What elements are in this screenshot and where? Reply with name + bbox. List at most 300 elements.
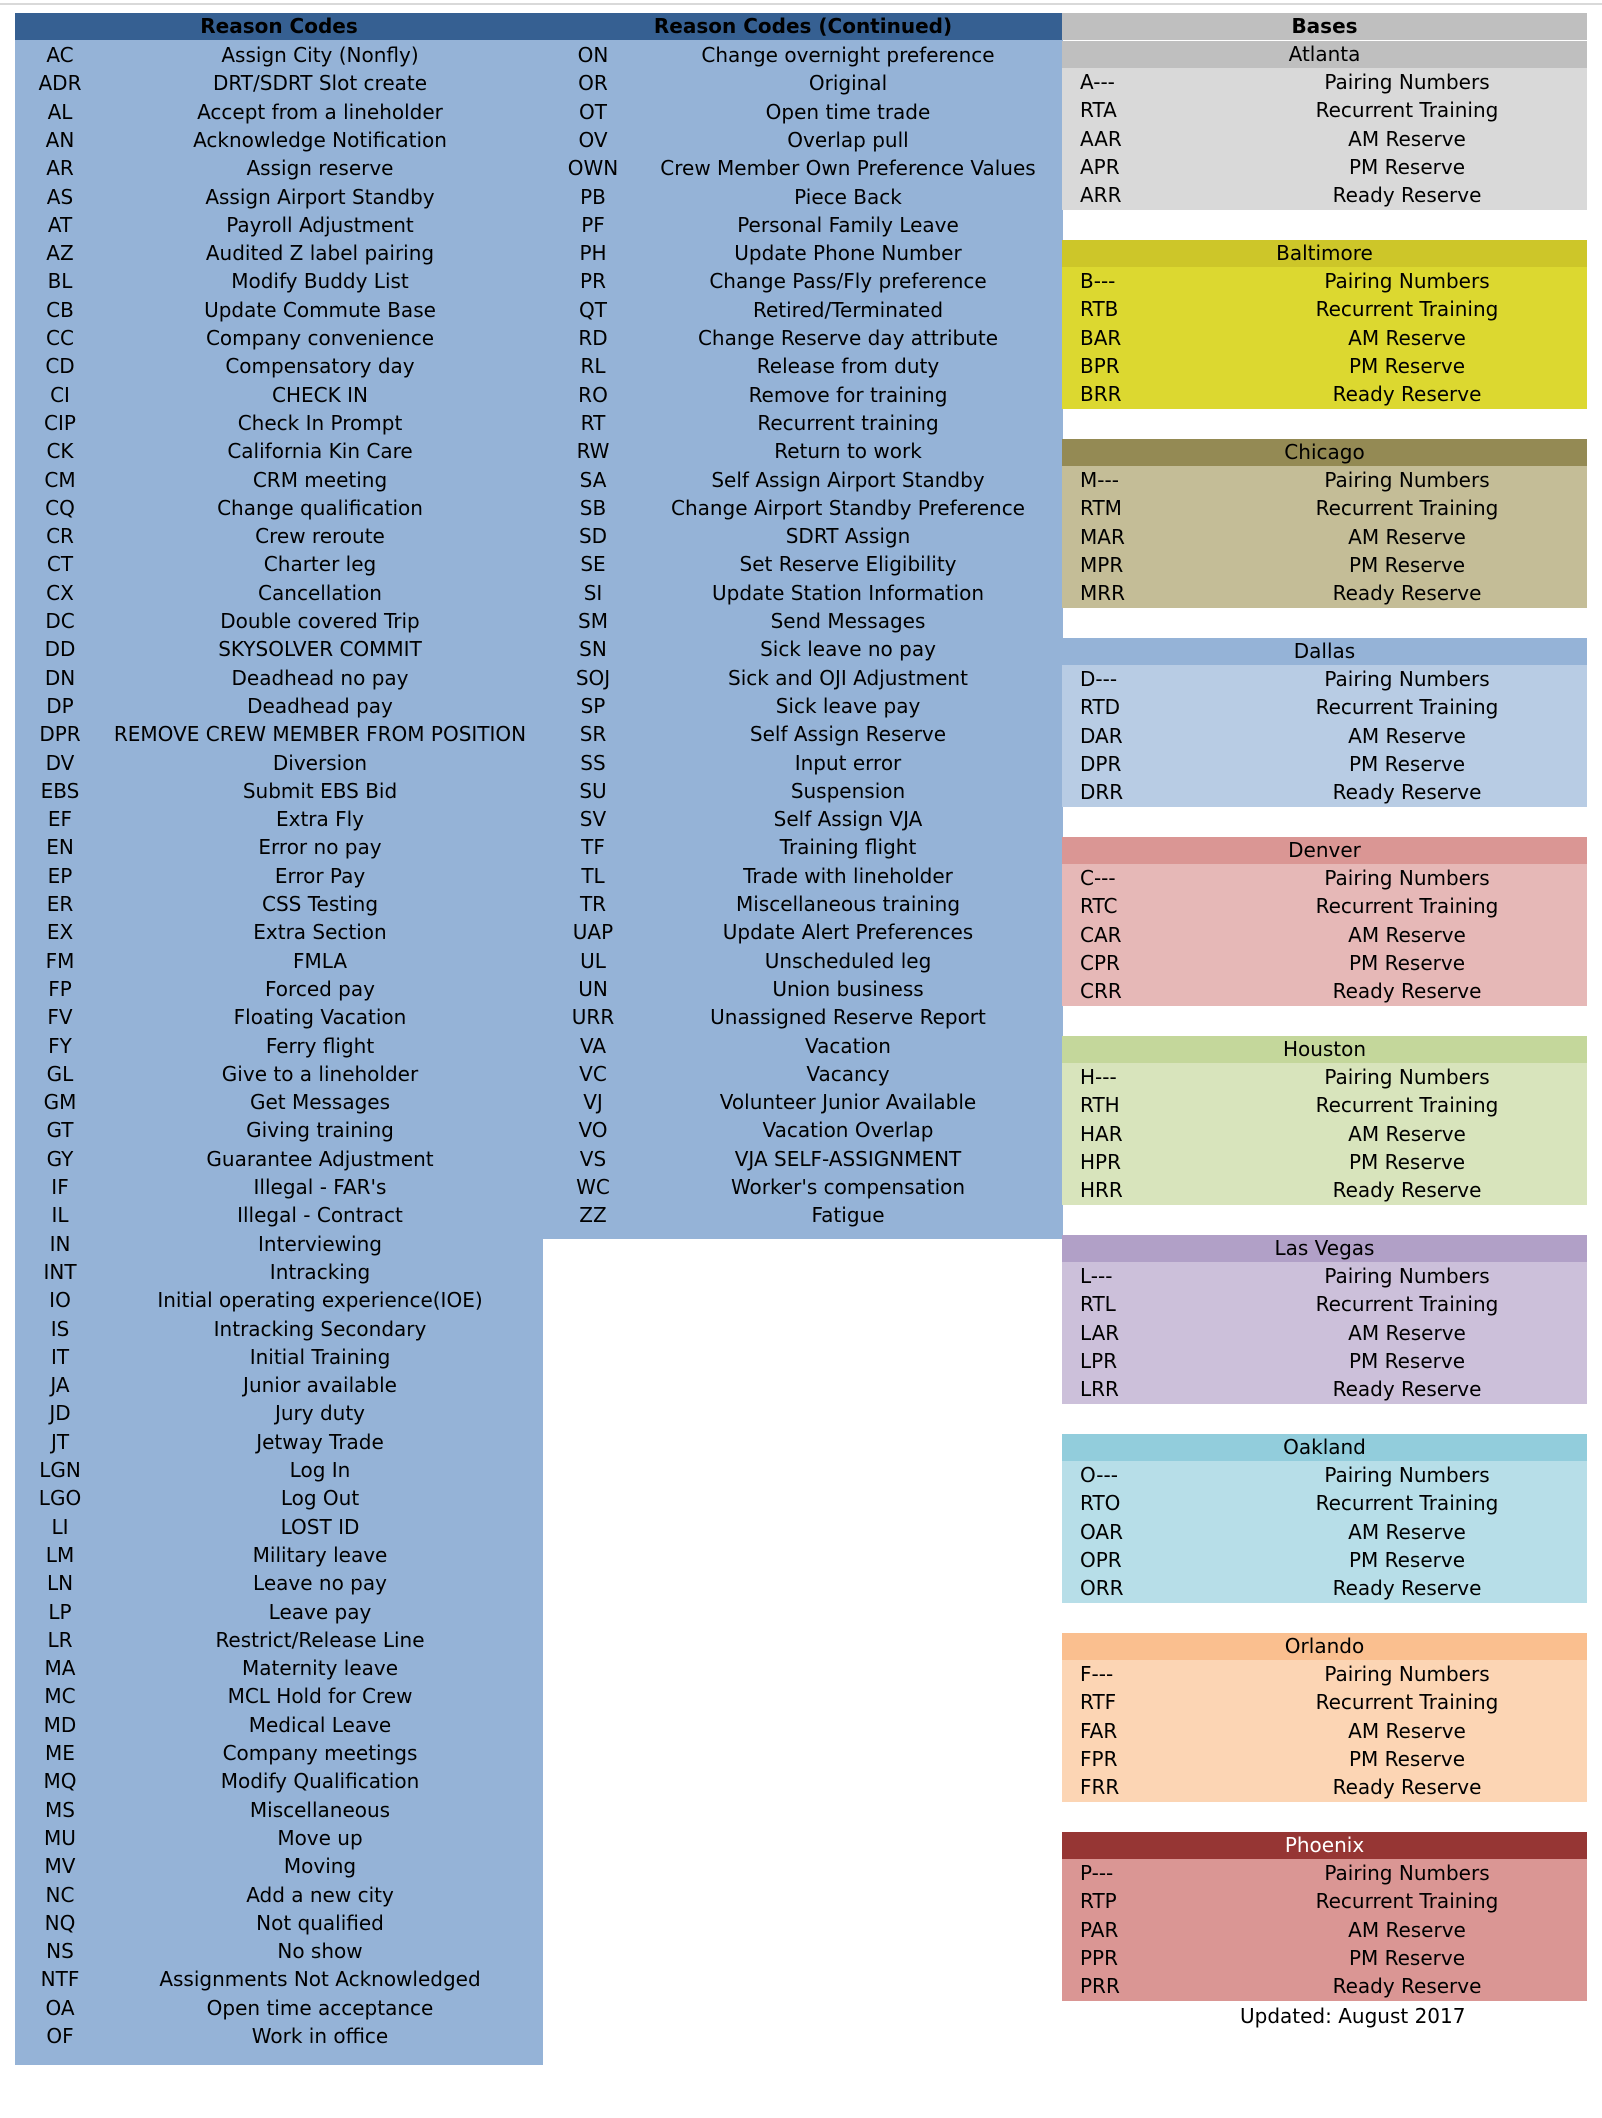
reason-code-continued-row: [543, 381, 1053, 409]
reason-code-continued-description: Fatigue: [811, 1203, 885, 1228]
reason-code-row: [15, 211, 535, 239]
base-row: [1062, 380, 1587, 408]
reason-code-continued-code: RL: [580, 354, 606, 379]
reason-code-continued-description: Original: [808, 71, 888, 96]
reason-code-code: FY: [48, 1033, 72, 1058]
reason-code-description: Giving training: [246, 1118, 394, 1143]
base-block: [1062, 638, 1587, 807]
base-code: DRR: [1080, 780, 1124, 805]
base-code: OPR: [1080, 1547, 1122, 1572]
base-description: AM Reserve: [1348, 1519, 1466, 1544]
reason-code-code: CD: [45, 354, 75, 379]
reason-code-continued-code: URR: [571, 1005, 615, 1030]
reason-code-continued-description: Sick leave no pay: [760, 637, 936, 662]
reason-code-code: CX: [46, 580, 74, 605]
reason-code-row: [15, 1456, 535, 1484]
reason-code-row: [15, 41, 535, 69]
reason-code-continued-code: PB: [580, 184, 606, 209]
reason-code-row: [15, 1201, 535, 1229]
reason-code-continued-description: Change overnight preference: [701, 43, 995, 67]
reason-code-row: [15, 324, 535, 352]
reason-code-row: [15, 664, 535, 692]
reason-code-code: CT: [46, 552, 74, 577]
base-code: RTP: [1080, 1889, 1117, 1914]
reason-code-continued-description: Sick and OJI Adjustment: [728, 665, 968, 690]
reason-code-continued-row: [543, 352, 1053, 380]
base-code: FRR: [1080, 1775, 1120, 1800]
reason-code-row: [15, 1145, 535, 1173]
reason-code-continued-row: [543, 154, 1053, 182]
reason-code-continued-code: SP: [580, 693, 606, 718]
reason-code-description: Assign reserve: [246, 156, 394, 181]
base-code: APR: [1080, 154, 1120, 179]
reason-code-description: Audited Z label pairing: [205, 241, 435, 266]
base-code: BRR: [1080, 382, 1122, 407]
base-block: [1062, 1832, 1587, 2001]
reason-code-description: Modify Buddy List: [231, 269, 409, 294]
reason-code-continued-code: PH: [579, 241, 607, 266]
reason-code-description: Error no pay: [258, 835, 382, 860]
reason-code-description: FMLA: [292, 948, 348, 973]
base-name: Houston: [1062, 1036, 1587, 1063]
reason-code-continued-row: [543, 805, 1053, 833]
reason-code-row: [15, 1965, 535, 1993]
reason-code-code: LN: [46, 1571, 74, 1596]
reason-code-description: Accept from a lineholder: [197, 99, 443, 124]
base-description: Pairing Numbers: [1324, 1264, 1490, 1288]
reason-code-description: Extra Fly: [275, 807, 365, 832]
base-name: Atlanta: [1062, 41, 1587, 68]
reason-code-row: [15, 805, 535, 833]
reason-code-row: [15, 918, 535, 946]
reason-code-code: GT: [46, 1118, 74, 1143]
base-code: L---: [1080, 1264, 1113, 1288]
reason-code-continued-description: Change Reserve day attribute: [697, 326, 999, 350]
reason-code-row: [15, 1032, 535, 1060]
base-code: FAR: [1080, 1718, 1118, 1743]
reason-code-continued-code: QT: [579, 297, 607, 322]
reason-code-row: [15, 1937, 535, 1965]
reason-code-code: EN: [46, 835, 74, 860]
reason-code-code: GM: [43, 1090, 77, 1115]
reason-code-description: Initial operating experience(IOE): [157, 1288, 483, 1313]
base-block: [1062, 1036, 1587, 1205]
reason-code-continued-description: Update Alert Preferences: [722, 920, 974, 945]
reason-code-description: California Kin Care: [227, 439, 413, 464]
base-row: [1062, 68, 1587, 96]
reason-code-continued-description: Piece Back: [794, 184, 902, 209]
base-code: MRR: [1080, 581, 1126, 606]
base-block: [1062, 1434, 1587, 1603]
reason-code-continued-row: [543, 126, 1053, 154]
reason-code-code: LP: [48, 1599, 72, 1624]
reason-code-description: Miscellaneous: [249, 1797, 391, 1822]
base-description: AM Reserve: [1348, 325, 1466, 350]
base-row: [1062, 750, 1587, 778]
reason-codes-continued-header-label: Reason Codes (Continued): [653, 14, 953, 38]
base-row: [1062, 1319, 1587, 1347]
reason-codes-header-label: Reason Codes: [200, 14, 358, 38]
reason-code-code: EX: [46, 920, 74, 945]
reason-code-row: [15, 1371, 535, 1399]
reason-code-description: Extra Section: [253, 920, 387, 945]
base-description: AM Reserve: [1348, 723, 1466, 748]
reason-code-row: [15, 1994, 535, 2022]
reason-code-continued-code: RW: [576, 439, 610, 464]
reason-code-row: [15, 183, 535, 211]
reason-code-continued-row: [543, 239, 1053, 267]
reason-code-code: CI: [50, 382, 70, 407]
reason-code-description: Moving: [283, 1854, 357, 1879]
base-code: B---: [1080, 269, 1116, 293]
reason-code-continued-row: [543, 890, 1053, 918]
updated-note: Updated: August 2017: [1240, 2004, 1466, 2028]
reason-code-continued-description: Sick leave pay: [775, 693, 921, 718]
reason-code-row: [15, 69, 535, 97]
reason-code-continued-code: SB: [579, 495, 607, 520]
reason-code-description: MCL Hold for Crew: [227, 1684, 413, 1709]
base-code: LPR: [1080, 1348, 1118, 1373]
reason-code-row: [15, 1286, 535, 1314]
reason-code-description: Company meetings: [222, 1741, 418, 1765]
reason-code-code: DV: [45, 750, 75, 775]
reason-code-code: NS: [46, 1939, 74, 1964]
reason-code-code: MC: [44, 1684, 76, 1709]
base-description: Ready Reserve: [1332, 581, 1482, 606]
base-row: [1062, 1518, 1587, 1546]
reason-code-continued-description: Volunteer Junior Available: [719, 1090, 977, 1115]
reason-code-description: REMOVE CREW MEMBER FROM POSITION: [113, 722, 527, 747]
reason-code-description: Compensatory day: [225, 354, 415, 379]
reason-codes-continued-header: [543, 13, 1063, 40]
base-description: Ready Reserve: [1332, 780, 1482, 805]
reason-code-continued-description: Suspension: [790, 778, 906, 803]
reason-code-continued-row: [543, 69, 1053, 97]
reason-code-continued-description: Worker's compensation: [730, 1175, 966, 1199]
reason-code-description: Company convenience: [205, 326, 435, 350]
reason-code-code: DP: [46, 693, 74, 718]
reason-code-continued-row: [543, 862, 1053, 890]
reason-code-code: AR: [46, 156, 74, 181]
base-code: O---: [1080, 1463, 1118, 1487]
reason-code-code: IO: [49, 1288, 71, 1313]
reason-code-row: [15, 1088, 535, 1116]
bases-header: [1062, 13, 1587, 40]
reason-code-code: MV: [44, 1854, 76, 1879]
reason-code-code: DN: [44, 665, 76, 690]
reason-code-row: [15, 352, 535, 380]
base-name: Orlando: [1062, 1633, 1587, 1660]
base-code: C---: [1080, 866, 1116, 890]
reason-code-row: [15, 1739, 535, 1767]
reason-code-code: LI: [51, 1514, 69, 1539]
base-code: RTC: [1080, 894, 1118, 919]
base-code: HRR: [1080, 1178, 1123, 1203]
base-row: [1062, 693, 1587, 721]
base-description: PM Reserve: [1348, 950, 1466, 975]
reason-code-row: [15, 975, 535, 1003]
base-description: Pairing Numbers: [1324, 1861, 1490, 1885]
base-row: [1062, 267, 1587, 295]
reason-code-row: [15, 1484, 535, 1512]
base-code: BAR: [1080, 325, 1122, 350]
reason-code-code: DC: [45, 609, 75, 633]
reason-code-row: [15, 381, 535, 409]
reason-code-description: Intracking: [269, 1259, 371, 1284]
reason-code-row: [15, 1654, 535, 1682]
reason-codes-header: [15, 13, 543, 40]
reason-code-continued-row: [543, 975, 1053, 1003]
base-row: [1062, 1859, 1587, 1887]
reason-code-continued-description: Send Messages: [770, 609, 926, 633]
reason-code-continued-code: TR: [579, 892, 607, 916]
reason-code-row: [15, 579, 535, 607]
reason-code-code: AS: [46, 184, 74, 209]
reason-code-continued-description: Recurrent training: [757, 410, 939, 435]
base-description: Recurrent Training: [1315, 1093, 1499, 1118]
reason-code-code: AZ: [46, 241, 74, 266]
reason-code-row: [15, 692, 535, 720]
base-description: AM Reserve: [1348, 1718, 1466, 1743]
base-code: PPR: [1080, 1945, 1119, 1970]
reason-code-continued-description: Change Airport Standby Preference: [670, 495, 1025, 520]
base-name: Baltimore: [1062, 240, 1587, 267]
reason-code-code: CR: [46, 524, 74, 549]
reason-code-continued-row: [543, 947, 1053, 975]
base-row: [1062, 722, 1587, 750]
base-description: Recurrent Training: [1315, 496, 1499, 521]
reason-code-description: Open time acceptance: [206, 1995, 434, 2020]
reason-code-continued-code: SD: [578, 524, 608, 549]
reason-code-row: [15, 239, 535, 267]
reason-code-row: [15, 98, 535, 126]
base-description: Ready Reserve: [1332, 382, 1482, 407]
reason-code-code: CB: [46, 297, 74, 322]
base-description: Recurrent Training: [1315, 1292, 1499, 1317]
reason-code-description: No show: [277, 1939, 363, 1964]
base-row: [1062, 1944, 1587, 1972]
reason-code-code: CQ: [45, 495, 75, 520]
base-code: F---: [1080, 1662, 1114, 1686]
reason-code-continued-description: Overlap pull: [787, 127, 909, 152]
reason-code-row: [15, 749, 535, 777]
base-description: PM Reserve: [1348, 1348, 1466, 1373]
reason-code-description: Log Out: [280, 1486, 360, 1511]
base-code: DAR: [1080, 723, 1123, 748]
reason-code-continued-code: VS: [579, 1146, 607, 1171]
reason-code-description: Ferry flight: [265, 1033, 375, 1058]
reason-code-row: [15, 1003, 535, 1031]
base-code: DPR: [1080, 751, 1122, 776]
reason-code-code: LR: [47, 1627, 73, 1652]
reason-code-continued-code: UL: [580, 948, 606, 973]
base-row: [1062, 1972, 1587, 2000]
reason-code-continued-row: [543, 1003, 1053, 1031]
reason-code-continued-row: [543, 749, 1053, 777]
reason-code-code: FV: [47, 1005, 73, 1030]
base-code: RTA: [1080, 98, 1117, 123]
reason-code-description: Add a new city: [246, 1882, 394, 1907]
reason-code-row: [15, 1682, 535, 1710]
base-description: AM Reserve: [1348, 524, 1466, 549]
base-code: RTF: [1080, 1690, 1117, 1715]
reason-code-row: [15, 1852, 535, 1880]
base-row: [1062, 523, 1587, 551]
base-row: [1062, 1489, 1587, 1517]
reason-code-row: [15, 267, 535, 295]
reason-code-continued-code: UN: [578, 976, 608, 1001]
base-row: [1062, 1120, 1587, 1148]
reason-code-code: MD: [43, 1712, 77, 1737]
base-row: [1062, 864, 1587, 892]
base-row: [1062, 181, 1587, 209]
reason-code-row: [15, 1569, 535, 1597]
reason-code-continued-description: Return to work: [774, 439, 922, 464]
reason-code-description: Update Commute Base: [204, 297, 436, 322]
reason-code-continued-row: [543, 466, 1053, 494]
reason-code-continued-row: [543, 494, 1053, 522]
base-row: [1062, 1176, 1587, 1204]
base-code: RTD: [1080, 695, 1121, 720]
base-row: [1062, 1546, 1587, 1574]
reason-code-code: EBS: [40, 778, 80, 803]
reason-code-continued-code: RT: [580, 410, 606, 435]
reason-code-description: Floating Vacation: [233, 1005, 407, 1030]
reason-code-description: Change qualification: [217, 495, 423, 520]
reason-code-description: LOST ID: [280, 1514, 360, 1539]
base-row: [1062, 551, 1587, 579]
base-code: FPR: [1080, 1746, 1118, 1771]
reason-code-description: Assign Airport Standby: [205, 184, 435, 209]
reason-code-description: Junior available: [243, 1373, 397, 1398]
reason-code-continued-code: PF: [581, 212, 605, 237]
base-code: LRR: [1080, 1377, 1119, 1402]
reason-code-row: [15, 1315, 535, 1343]
reason-code-continued-row: [543, 1173, 1053, 1201]
base-row: [1062, 892, 1587, 920]
reason-code-code: IS: [50, 1316, 70, 1341]
reason-code-continued-row: [543, 211, 1053, 239]
reason-code-code: IT: [50, 1344, 70, 1369]
reason-code-code: CIP: [44, 410, 76, 435]
base-description: Ready Reserve: [1332, 1974, 1482, 1999]
reason-code-row: [15, 296, 535, 324]
reason-code-description: Diversion: [272, 750, 368, 775]
reason-code-row: [15, 1258, 535, 1286]
reason-code-continued-description: Release from duty: [756, 354, 940, 379]
reason-code-code: JA: [50, 1373, 70, 1398]
base-description: Pairing Numbers: [1324, 468, 1490, 492]
reason-code-description: Check In Prompt: [237, 410, 403, 435]
base-block: [1062, 41, 1587, 210]
reason-code-row: [15, 777, 535, 805]
reason-code-continued-code: SN: [579, 637, 607, 662]
reason-code-code: NC: [45, 1882, 75, 1907]
reason-code-continued-row: [543, 777, 1053, 805]
base-row: [1062, 949, 1587, 977]
reason-code-code: IN: [49, 1231, 71, 1256]
reason-code-description: Work in office: [251, 2024, 389, 2048]
reason-code-continued-row: [543, 833, 1053, 861]
reason-code-code: CC: [46, 326, 74, 350]
reason-code-code: IL: [51, 1203, 69, 1228]
reason-code-continued-row: [543, 1032, 1053, 1060]
reason-code-description: Submit EBS Bid: [242, 778, 398, 803]
reason-code-continued-code: OT: [579, 99, 607, 124]
reason-code-continued-description: Change Pass/Fly preference: [709, 269, 987, 294]
reason-code-row: [15, 1711, 535, 1739]
reason-code-row: [15, 409, 535, 437]
reason-code-description: CRM meeting: [252, 467, 388, 492]
reason-code-continued-row: [543, 579, 1053, 607]
reason-code-code: MA: [44, 1656, 76, 1681]
reason-code-description: Give to a lineholder: [221, 1061, 419, 1086]
reason-code-row: [15, 1173, 535, 1201]
reason-code-continued-description: Update Station Information: [711, 580, 985, 605]
base-row: [1062, 921, 1587, 949]
reason-code-continued-description: Self Assign VJA: [773, 807, 923, 832]
reason-code-code: LGN: [39, 1458, 81, 1482]
base-description: Recurrent Training: [1315, 98, 1499, 123]
base-code: PAR: [1080, 1917, 1119, 1942]
reason-code-description: Jetway Trade: [256, 1429, 384, 1454]
base-description: Recurrent Training: [1315, 695, 1499, 720]
base-block: [1062, 240, 1587, 409]
reason-code-row: [15, 126, 535, 154]
reason-code-continued-code: SR: [579, 722, 607, 747]
reason-code-continued-code: WC: [576, 1175, 610, 1199]
reason-code-description: Leave no pay: [253, 1571, 387, 1596]
base-code: RTO: [1080, 1491, 1121, 1516]
base-code: MPR: [1080, 552, 1124, 577]
reason-code-continued-code: SE: [580, 552, 606, 577]
reason-code-code: IF: [51, 1175, 69, 1199]
reason-code-continued-row: [543, 522, 1053, 550]
reason-code-continued-code: SOJ: [575, 665, 611, 690]
bases-header-label: Bases: [1291, 14, 1358, 38]
base-code: D---: [1080, 667, 1118, 691]
base-row: [1062, 466, 1587, 494]
base-row: [1062, 1688, 1587, 1716]
reason-code-code: GL: [46, 1061, 74, 1086]
base-description: Pairing Numbers: [1324, 866, 1490, 890]
base-code: RTH: [1080, 1093, 1120, 1118]
base-description: PM Reserve: [1348, 1746, 1466, 1771]
reason-code-description: Deadhead no pay: [231, 665, 409, 690]
reason-code-code: AL: [47, 99, 73, 124]
reason-code-code: FM: [45, 948, 75, 973]
base-description: PM Reserve: [1348, 552, 1466, 577]
reason-code-continued-row: [543, 692, 1053, 720]
reason-code-description: Forced pay: [265, 976, 375, 1001]
reason-code-row: [15, 1399, 535, 1427]
reason-code-row: [15, 522, 535, 550]
reason-code-continued-row: [543, 183, 1053, 211]
reason-code-row: [15, 862, 535, 890]
reason-code-continued-code: VJ: [583, 1090, 603, 1115]
reason-code-code: DD: [44, 637, 76, 662]
base-row: [1062, 665, 1587, 693]
base-row: [1062, 494, 1587, 522]
base-row: [1062, 1262, 1587, 1290]
base-name: Phoenix: [1062, 1832, 1587, 1859]
reason-code-continued-code: TL: [581, 863, 605, 888]
base-code: MAR: [1080, 524, 1125, 549]
base-description: Pairing Numbers: [1324, 667, 1490, 691]
base-description: Ready Reserve: [1332, 1178, 1482, 1203]
reason-code-description: Military leave: [252, 1542, 388, 1567]
base-name: Denver: [1062, 837, 1587, 864]
